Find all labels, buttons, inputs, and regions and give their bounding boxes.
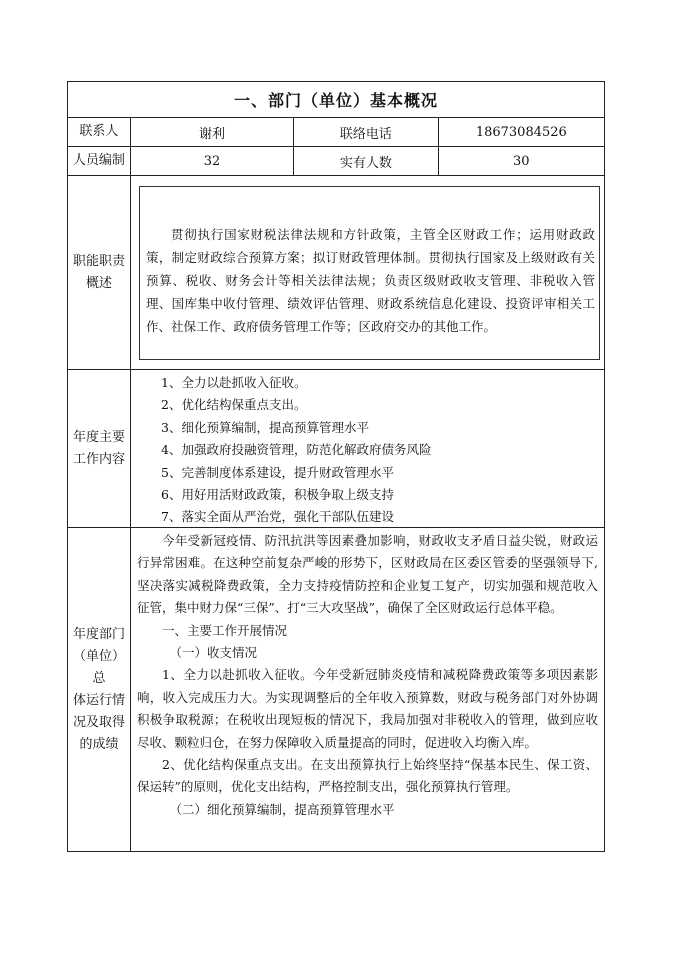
list-item: 2、优化结构保重点支出。 bbox=[161, 397, 307, 413]
contact-name: 谢利 bbox=[131, 118, 294, 146]
annual-plan-label bbox=[68, 370, 131, 527]
duties-label-line1: 职能职责 bbox=[72, 253, 125, 269]
annual-plan-content-cell bbox=[131, 370, 604, 527]
performance-content-cell bbox=[131, 528, 604, 851]
list-item: 6、用好用活财政政策，积极争取上级支持 bbox=[161, 487, 394, 503]
duties-content-cell bbox=[131, 176, 604, 369]
contact-row bbox=[68, 118, 604, 147]
overview-table bbox=[67, 81, 605, 852]
paragraph: 2、优化结构保重点支出。在支出预算执行上始终坚持“保基本民生、保工资、保运转”的原则，优化支出结构，严格控制支出，强化预算执行管理。 bbox=[137, 757, 598, 795]
duties-row bbox=[68, 176, 604, 370]
table-title-row bbox=[68, 82, 604, 118]
performance-label-line: 的成绩 bbox=[79, 736, 119, 752]
staff-quota-value: 32 bbox=[131, 147, 294, 175]
contact-label: 联系人 bbox=[68, 118, 131, 146]
performance-text bbox=[131, 528, 604, 821]
subsection-heading: （二）细化预算编制，提高预算管理水平 bbox=[169, 801, 395, 817]
paragraph: 今年受新冠疫情、防汛抗洪等因素叠加影响，财政收支矛盾日益尖锐，财政运行异常困难。在这种空前复杂严峻的形势下，区财政局在区委区管委的坚强领导下,坚决落实减税降费政策，全力支持疫情防控和企业复工复产，切实加强和规范收入征管，集中财力保“三保”、打“三大攻坚战”，确保了全区财政运行总体平稳。 bbox=[137, 533, 598, 616]
staff-row bbox=[68, 147, 604, 176]
performance-label-line: （单位）总 bbox=[72, 648, 125, 686]
phone-label: 联络电话 bbox=[294, 118, 438, 146]
duties-label bbox=[68, 176, 131, 369]
performance-row bbox=[68, 528, 604, 851]
staff-actual-value: 30 bbox=[513, 153, 530, 169]
phone-value: 18673084526 bbox=[475, 124, 567, 140]
performance-label-line: 体运行情 bbox=[72, 692, 125, 708]
annual-plan-label-line1: 年度主要 bbox=[72, 429, 125, 445]
table-title: 一、部门（单位）基本概况 bbox=[233, 91, 438, 110]
list-item: 7、落实全面从严治党，强化干部队伍建设 bbox=[161, 509, 394, 525]
list-item: 4、加强政府投融资管理，防范化解政府债务风险 bbox=[161, 442, 432, 458]
duties-text: 贯彻执行国家财税法律法规和方针政策，主管全区财政工作；运用财政政策，制定财政综合预算方案；拟订财政管理体制。贯彻执行国家及上级财政有关预算、税收、财务会计等相关法律法规；负责区级财政收支管理、非税收入管理、国库集中收付管理、绩效评估管理、财政系统信息化建设、投资评审相关工作、社保工作、政府债务管理工作等；区政府交办的其他工作。 bbox=[139, 186, 600, 360]
subsection-heading: （一）收支情况 bbox=[169, 645, 258, 661]
section-heading: 一、主要工作开展情况 bbox=[162, 622, 288, 638]
performance-label-line: 况及取得 bbox=[72, 714, 125, 730]
annual-plan-list bbox=[131, 370, 431, 529]
list-item: 1、全力以赴抓收入征收。 bbox=[161, 375, 307, 390]
list-item: 5、完善制度体系建设，提升财政管理水平 bbox=[161, 464, 394, 480]
staff-actual-label: 实有人数 bbox=[294, 147, 438, 175]
paragraph: 1、全力以赴抓收入征收。今年受新冠肺炎疫情和减税降费政策等多项因素影响，收入完成压力大。为实现调整后的全年收入预算数，财政与税务部门对外协调积极争取税源；在税收出现短板的情况下，我局加强对非税收入的管理，做到应收尽收、颗粒归仓，在努力保障收入质量提高的同时，促进收入均衡入库。 bbox=[137, 667, 598, 750]
list-item: 3、细化预算编制，提高预算管理水平 bbox=[161, 419, 369, 435]
performance-label-line: 年度部门 bbox=[72, 626, 125, 642]
annual-plan-label-line2: 工作内容 bbox=[72, 451, 125, 467]
annual-plan-row bbox=[68, 370, 604, 528]
staff-quota-label: 人员编制 bbox=[68, 147, 131, 175]
duties-label-line2: 概述 bbox=[85, 275, 112, 291]
performance-label bbox=[68, 528, 131, 851]
